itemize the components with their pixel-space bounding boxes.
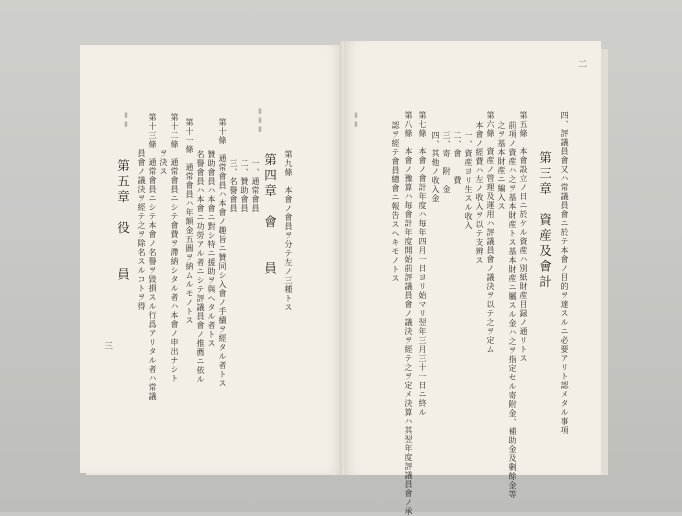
body-line: 贊助會員ハ本會ニ對シ特ニ援助ヲ與ヘタル者トス	[207, 150, 216, 348]
body-line: 員會ノ議決ヲ經テ之ヲ除名スルコトヲ得	[137, 149, 146, 311]
body-line: 前項ノ資産ハ之ヲ基本財産トス基本財産ニ屬スル金ハ之ヲ指定セル寄附金、補助金及剰餘金等	[508, 121, 517, 499]
body-line: 認ヲ經テ會員總會ニ報告スヘキモノトス	[391, 121, 400, 283]
article-8: 第八條 本會ノ豫算ハ毎會計年度開始前評議員會ノ議決ヲ經テ之ヲ定メ決算ハ其翌年度評議員會ノ承	[404, 111, 413, 516]
list-item: 二、贊助會員	[240, 159, 249, 213]
list-item: 二、會 費	[453, 131, 462, 185]
article-5: 第五條 本會設立ノ日ニ於ケル資産ハ別紙財産目録ノ通リトス	[519, 111, 528, 363]
chapter-heading-members: 第四章 會 員	[262, 153, 278, 277]
body-line: 名譽會員ハ本會ニ功勞アル者ニシテ評議員會ノ推薦ニ依ル	[196, 150, 205, 384]
article-10: 第十條 通常會員ハ本會ノ趣旨ニ贊同シ入會ノ手續ヲ經タル者トス	[218, 118, 227, 388]
chapter-heading-assets: 第三章 資産及會計	[537, 151, 553, 291]
article-9: 第九條 本會ノ會員ヲ分テ左ノ三種トス	[284, 150, 293, 312]
bleed-through-mark: ▮▮▮	[256, 107, 264, 134]
article-13: 第十三條 通常會員ニシテ本會ノ名譽ヲ毀損スル行爲アリタル者ハ常議	[148, 113, 157, 401]
article-7: 第七條 本會ノ會計年度ハ毎年四月一日ヨリ始マリ翌年三月三十一日ニ終ル	[418, 111, 427, 417]
body-line: 本會ノ經費ハ左ノ收入ヲ以テ支辨ス	[475, 121, 484, 265]
list-item: 四、其他ノ收入金	[431, 131, 440, 203]
left-page	[80, 45, 342, 473]
chapter-heading-officers: 第五章 役 員	[115, 159, 131, 283]
right-page	[344, 41, 601, 516]
body-line: 之ヲ基本財産ニ編入ス	[497, 121, 506, 211]
page-number: 三	[102, 341, 112, 351]
article-6: 第六條 資産ノ管理及運用ハ評議員會ノ議決ヲ以テ之ヲ定ム	[486, 111, 495, 354]
list-item: 三、名譽會員	[229, 159, 238, 213]
bleed-through-mark: ▮▮	[122, 111, 130, 129]
body-line: 四、評議員會又ハ常議員會ニ於テ本會ノ目的ヲ達スルニ必要アリト認メタル事項	[560, 111, 569, 435]
article-11: 第十一條 通常會員ハ年額金五圓ヲ納ムルモノトス	[185, 118, 194, 325]
list-item: 一、資産ヨリ生スル收入	[464, 131, 473, 230]
page-number: 二	[576, 59, 586, 69]
list-item: 一、通常會員	[251, 159, 260, 213]
article-12: 第十二條 通常會員ニシテ會費ヲ滯納シタル者ハ本會ノ申出ナシト	[170, 113, 179, 383]
list-item: 三、寄 附 金	[442, 131, 451, 194]
body-line: ヲ決ス	[159, 149, 168, 176]
bleed-through-mark: ▮▮	[352, 111, 360, 129]
